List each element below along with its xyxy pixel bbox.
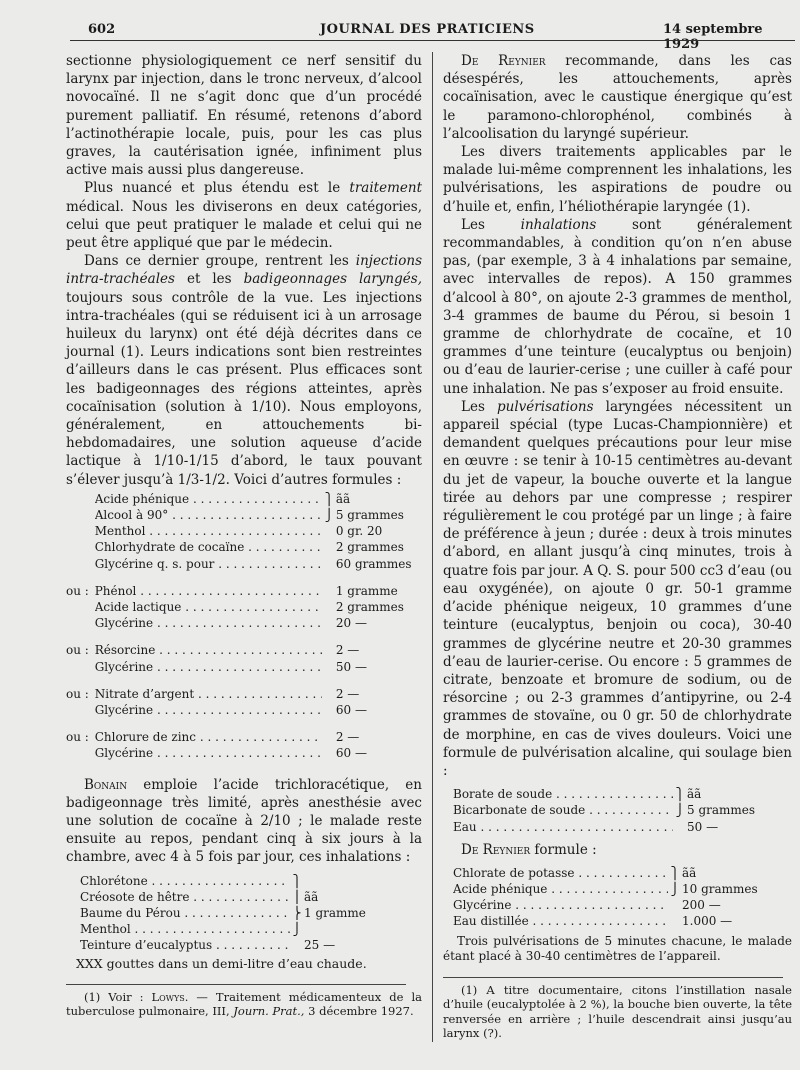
formula-block <box>66 729 422 761</box>
formula-brace <box>673 819 687 835</box>
formula-quantity: 5 grammes <box>335 508 404 523</box>
formula-ingredient: Acide lactique . . . <box>95 599 323 615</box>
formula-row <box>66 702 422 718</box>
formula-quantity: ãã <box>304 889 319 904</box>
formula-ingredient: Glycérine . . . <box>95 659 323 675</box>
paragraph: De Reynier recommande, dans les cas désespérés, les attouchements, après cocaïnisation, avec le caustique énergique qu’est le paramono-chlorophénol, combinés à l’alcoolisation du laryngé supérieur. <box>443 53 792 142</box>
formula-brace <box>322 659 335 675</box>
formula-ingredient: Chlorure de zinc . . . <box>95 729 323 745</box>
formula-quantity: 2 grammes <box>335 540 404 555</box>
formula-row <box>80 905 422 921</box>
formula-quantity: 1.000 — <box>682 914 733 929</box>
formula-brace <box>322 599 335 615</box>
formula-quantity: ãã <box>335 491 351 506</box>
formula-row <box>66 599 422 615</box>
formula-quantity: 25 — <box>304 938 336 953</box>
formula-ingredient: Acide phénique . . . <box>95 491 323 507</box>
formula-block <box>66 583 422 632</box>
formula-ingredient: Créosote de hêtre . . . <box>80 889 290 905</box>
formula-quantity: 10 grammes <box>682 882 758 897</box>
formula-quantity: 0 gr. 20 <box>335 524 383 539</box>
formula-ingredient: Glycérine . . . <box>95 745 323 761</box>
formula-quantity: 5 grammes <box>687 803 756 818</box>
formula-note: Trois pulvérisations de 5 minutes chacune, le malade étant placé à 30-40 centimètres de l’appareil. <box>443 933 792 964</box>
formula-brace: ⎭ <box>292 922 302 937</box>
formula-block <box>66 491 422 572</box>
formula-row <box>66 615 422 631</box>
formula-prefix <box>66 659 95 675</box>
paragraph: Plus nuancé et plus étendu est le traitement médical. Nous les diviserons en deux catégories, celui que peut pratiquer le malade et celui qui ne peut être appliqué que par le médecin. <box>66 180 422 252</box>
footnote: (1) Voir : Lowys. — Traitement médicamenteux de la tuberculose pulmonaire, III, Journ. Prat., 3 décembre 1927. <box>66 989 422 1019</box>
formula-prefix <box>66 615 95 631</box>
formula-quantity: 60 — <box>335 746 367 761</box>
paragraph: Les divers traitements applicables par le malade lui-même comprennent les inhalations, les pulvérisations, les aspirations de poudre ou d’huile et, enfin, l’héliothérapie laryngée (1). <box>443 144 792 215</box>
formula-block <box>80 873 422 954</box>
formula-ingredient: Borate de soude . . . <box>453 786 673 802</box>
formula-ingredient: Chlorate de potasse . . . <box>453 865 668 881</box>
formula-quantity: 200 — <box>682 898 721 913</box>
formula-brace: ⎬ <box>292 905 302 920</box>
footnote-rule <box>66 984 406 985</box>
formula-ingredient: Glycérine . . . <box>95 702 323 718</box>
formula-brace <box>322 729 335 745</box>
formula-row <box>80 921 422 937</box>
formula-brace <box>322 556 335 572</box>
formula-brace <box>322 642 335 658</box>
formula-brace: ⎫ <box>292 873 302 888</box>
formula-ingredient: Glycérine . . . <box>95 615 323 631</box>
formula-brace <box>668 897 682 913</box>
formula-quantity: ãã <box>682 865 697 880</box>
formula-prefix: ou : <box>66 583 89 598</box>
formula-row <box>66 491 422 507</box>
formula-row <box>66 539 422 555</box>
formula-row <box>66 659 422 675</box>
formula-ingredient: Alcool à 90° . . . <box>95 507 323 523</box>
formula-block <box>66 686 422 718</box>
formula-row <box>66 523 422 539</box>
formula-brace <box>322 686 335 702</box>
formula-prefix: ou : <box>66 686 89 701</box>
formula-ingredient: Chlorétone . . . <box>80 873 290 889</box>
formula-ingredient: Acide phénique . . . <box>453 881 668 897</box>
issue-date: 14 septembre 1929 <box>663 22 763 52</box>
running-header <box>0 22 800 52</box>
formula-prefix <box>66 556 95 572</box>
formula-quantity: 60 — <box>335 702 367 717</box>
formula-prefix <box>66 702 95 718</box>
formula-prefix <box>66 599 95 615</box>
formula-brace <box>290 937 304 953</box>
formula-prefix <box>66 523 95 539</box>
formula-quantity: 2 — <box>335 686 360 701</box>
formula-brace <box>322 583 335 599</box>
formula-quantity: ãã <box>687 787 702 802</box>
right-column <box>443 52 792 1041</box>
paragraph: Bonain emploie l’acide trichloracétique, en badigeonnage très limité, après anesthésie avec une solution de cocaïne à 2/10 ; le malade reste ensuite au repos, pendant cinq à six jours à la chambre, avec 4 à 5 fois par jour, ces inhalations : <box>66 776 422 866</box>
formula-brace: ⎭ <box>324 508 334 523</box>
formula-ingredient: Phénol . . . <box>95 583 323 599</box>
formula-prefix <box>66 491 95 507</box>
formula-brace: ⎫ <box>670 865 680 880</box>
formula-row <box>453 913 792 929</box>
formula-quantity <box>304 873 394 889</box>
paragraph: Les pulvérisations laryngées nécessitent un appareil spécial (type Lucas-Championnière) et demandent quelques précautions pour leur mise en œuvre : se tenir à 10-15 centimètres au-devant du jet de vapeur, la bouche ouverte et la langue tirée au dehors par une compresse ; respirer régulièrement le cou protégé par un linge ; à faire de préférence à jeun ; durée : deux à trois minutes d’abord, en allant jusqu’à cinq minutes, trois à quatre fois par jour. A Q. S. pour 500 cc3 d’eau (ou eau oxygénée), on ajoute 0 gr. 50-1 gramme d’acide phénique neigeux, 10 grammes d’une teinture (eucalyptus, benjoin ou coca), 30-40 grammes de glycérine neutre et 20-30 grammes d’eau de laurier-cerise. Ou encore : 5 grammes de citrate, benzoate et bromure de sodium, ou de résorcine ; ou 2-3 grammes d’antipyrine, ou 2-4 grammes de stovaïne, ou 0 gr. 50 de chlorhydrate de morphine, en cas de vives douleurs. Voici une formule de pulvérisation alcaline, qui soulage bien : <box>443 398 792 779</box>
formula-row <box>80 889 422 905</box>
formula-row <box>453 897 792 913</box>
formula-row <box>66 642 422 658</box>
formula-quantity: 50 — <box>335 659 367 674</box>
formula-quantity: 2 — <box>335 643 360 658</box>
paragraph: sectionne physiologiquement ce nerf sensitif du larynx par injection, dans le tronc nerveux, d’alcool novocaïné. Il ne s’agit donc que d’un procédé purement palliatif. En résumé, retenons d’abord l’actinothérapie locale, puis, pour les cas plus graves, la cautérisation ignée, infiniment plus active mais aussi plus dangereuse. <box>66 53 422 179</box>
formula-prefix <box>66 539 95 555</box>
formula-quantity: 60 grammes <box>335 556 412 571</box>
formula-brace: ⎫ <box>675 787 685 802</box>
formula-brace <box>668 913 682 929</box>
left-column <box>66 52 422 1019</box>
formula-ingredient: Baume du Pérou . . . <box>80 905 290 921</box>
formula-prefix <box>66 507 95 523</box>
formula-ingredient: Menthol . . . <box>80 921 290 937</box>
formula-row <box>453 819 792 835</box>
journal-title: JOURNAL DES PRATICIENS <box>320 22 535 37</box>
formula-ingredient: Nitrate d’argent . . . <box>95 686 323 702</box>
formula-brace <box>322 745 335 761</box>
formula-brace <box>322 615 335 631</box>
formula-block <box>453 865 792 930</box>
formula-brace <box>322 702 335 718</box>
formula-prefix <box>66 745 95 761</box>
paragraph: De Reynier formule : <box>461 841 597 858</box>
formula-row <box>66 556 422 572</box>
formula-ingredient: Eau . . . <box>453 819 673 835</box>
formula-row <box>453 802 792 818</box>
formula-ingredient: Chlorhydrate de cocaïne . . . <box>95 539 323 555</box>
formula-ingredient: Glycérine q. s. pour . . . <box>95 556 323 572</box>
formula-row <box>80 937 422 953</box>
formula-brace: ⎪ <box>292 889 302 904</box>
formula-row <box>66 745 422 761</box>
formula-ingredient: Bicarbonate de soude . . . <box>453 802 673 818</box>
formula-block <box>66 642 422 674</box>
formula-quantity: 2 — <box>335 730 360 745</box>
formula-ingredient: Menthol . . . <box>95 523 323 539</box>
formula-quantity: 1 gramme <box>335 583 398 598</box>
column-separator <box>432 52 433 1042</box>
formula-row <box>453 786 792 802</box>
formula-row <box>66 583 422 599</box>
paragraph: Les inhalations sont généralement recommandables, à condition qu’on n’en abuse pas, (par exemple, 3 à 4 inhalations par semaine, avec intervalles de repos). A 150 grammes d’alcool à 80°, on ajoute 2-3 grammes de menthol, 3-4 grammes de baume du Pérou, si besoin 1 gramme de chlorhydrate de cocaïne, et 10 grammes d’une teinture (eucalyptus ou benjoin) ou d’eau de laurier-cerise ; une cuiller à café pour une inhalation. Ne pas s’exposer au froid ensuite. <box>443 216 792 397</box>
formula-ingredient: Résorcine . . . <box>95 642 323 658</box>
footnote: (1) A titre documentaire, citons l’instillation nasale d’huile (eucalyptolée à 2 %), la bouche bien ouverte, la tête renversée en arrière ; l’huile descendrait ainsi jusqu’au larynx (?). <box>443 982 792 1041</box>
formula-ingredient: Eau distillée . . . <box>453 913 668 929</box>
formula-row <box>453 865 792 881</box>
footnote-rule <box>443 977 783 978</box>
formula-brace: ⎭ <box>675 803 685 818</box>
formula-row <box>80 873 422 889</box>
formula-brace: ⎭ <box>670 882 680 897</box>
formula-ingredient: Glycérine . . . <box>453 897 668 913</box>
formula-row <box>66 729 422 745</box>
formula-block <box>453 786 792 835</box>
formula-prefix: ou : <box>66 643 89 658</box>
formula-brace <box>322 523 335 539</box>
formula-quantity: 20 — <box>335 616 367 631</box>
formula-prefix: ou : <box>66 730 89 745</box>
formula-quantity: 2 grammes <box>335 600 404 614</box>
page-number: 602 <box>88 22 116 37</box>
formula-quantity: 1 gramme <box>304 905 366 920</box>
formula-quantity: 50 — <box>687 819 719 834</box>
formula-brace: ⎫ <box>324 491 334 506</box>
formula-row <box>66 686 422 702</box>
formula-ingredient: Teinture d’eucalyptus . . . <box>80 937 290 953</box>
formula-brace <box>322 539 335 555</box>
paragraph: Dans ce dernier groupe, rentrent les injections intra-trachéales et les badigeonnages laryngés, toujours sous contrôle de la vue. Les injections intra-trachéales (qui se réduisent ici à un arrosage huileux du larynx) ont été déjà décrites dans ce journal (1). Leurs indications sont bien restreintes d’ailleurs dans le cas présent. Plus efficaces sont les badigeonnages des régions atteintes, après cocaïnisation (solution à 1/10). Nous employons, généralement, en attouchements bi-hebdomadaires, une solution aqueuse d’acide lactique à 1/10-1/15 d’abord, le taux pouvant s’élever jusqu’à 1/3-1/2. Voici d’autres formules : <box>66 253 422 488</box>
header-rule <box>70 40 795 41</box>
formula-note: XXX gouttes dans un demi-litre d’eau chaude. <box>76 956 367 972</box>
formula-row <box>453 881 792 897</box>
formula-row <box>66 507 422 523</box>
formula-quantity <box>304 921 394 937</box>
